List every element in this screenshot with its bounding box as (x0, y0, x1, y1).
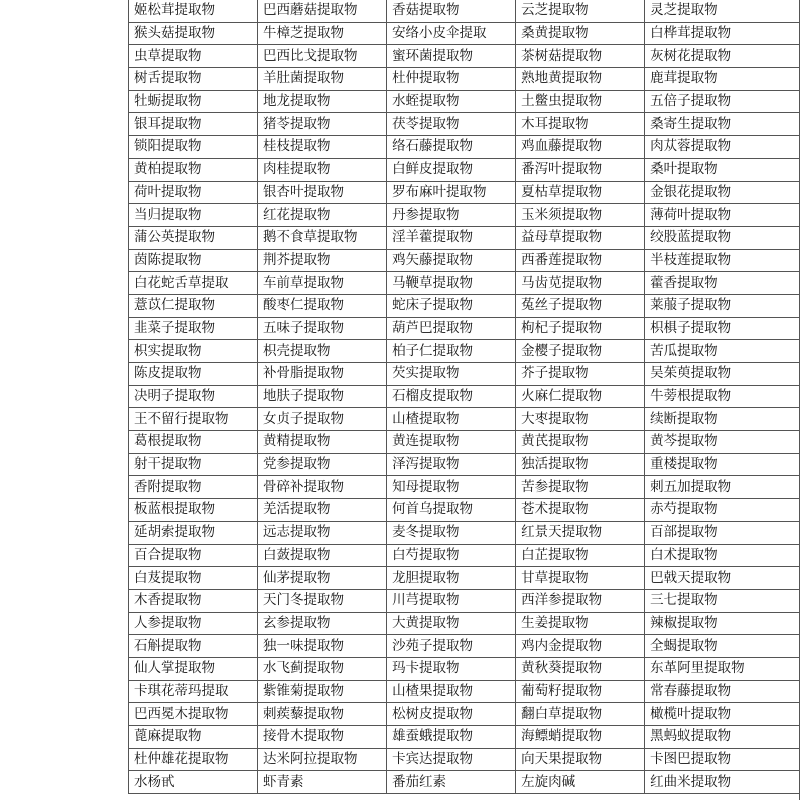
table-cell[interactable]: 金银花提取物 (645, 181, 800, 204)
table-cell[interactable]: 鸡内金提取物 (516, 635, 645, 658)
table-cell[interactable]: 枳壳提取物 (258, 340, 387, 363)
table-cell[interactable]: 刺蒺藜提取物 (258, 703, 387, 726)
table-cell[interactable]: 辣椒提取物 (645, 612, 800, 635)
table-cell[interactable]: 地龙提取物 (258, 90, 387, 113)
table-cell[interactable]: 白术提取物 (645, 544, 800, 567)
table-cell[interactable]: 桂枝提取物 (258, 136, 387, 159)
table-cell[interactable]: 补骨脂提取物 (258, 363, 387, 386)
table-cell[interactable]: 甘草提取物 (516, 567, 645, 590)
table-cell[interactable]: 茯苓提取物 (387, 113, 516, 136)
table-cell[interactable]: 葫芦巴提取物 (387, 317, 516, 340)
table-cell[interactable]: 夏枯草提取物 (516, 181, 645, 204)
table-cell[interactable]: 火麻仁提取物 (516, 385, 645, 408)
table-row (129, 272, 800, 295)
table-row (129, 408, 800, 431)
table-cell[interactable]: 白蔹提取物 (258, 544, 387, 567)
table-cell[interactable]: 生姜提取物 (516, 612, 645, 635)
table-row (129, 249, 800, 272)
table-cell[interactable]: 猪苓提取物 (258, 113, 387, 136)
table-cell[interactable]: 葛根提取物 (129, 431, 258, 454)
table-row (129, 317, 800, 340)
table-cell[interactable]: 荆芥提取物 (258, 249, 387, 272)
table-cell[interactable]: 桑黄提取物 (516, 22, 645, 45)
table-row (129, 544, 800, 567)
table-cell[interactable]: 番茄红素 (387, 771, 516, 794)
table-cell[interactable]: 羊肚菌提取物 (258, 68, 387, 91)
table-cell[interactable]: 沙苑子提取物 (387, 635, 516, 658)
table-cell[interactable]: 龙胆提取物 (387, 567, 516, 590)
table-cell[interactable]: 藿香提取物 (645, 272, 800, 295)
table-row (129, 22, 800, 45)
table-cell[interactable]: 酸枣仁提取物 (258, 294, 387, 317)
table-cell[interactable]: 肉苁蓉提取物 (645, 136, 800, 159)
table-cell[interactable]: 桑寄生提取物 (645, 113, 800, 136)
table-cell[interactable]: 何首乌提取物 (387, 499, 516, 522)
table-cell[interactable]: 橄榄叶提取物 (645, 703, 800, 726)
table-cell[interactable]: 玉米须提取物 (516, 204, 645, 227)
table-cell[interactable]: 泽泻提取物 (387, 453, 516, 476)
table-cell[interactable]: 大枣提取物 (516, 408, 645, 431)
table-cell[interactable]: 玄参提取物 (258, 612, 387, 635)
table-cell[interactable]: 吴茱萸提取物 (645, 363, 800, 386)
table-row (129, 771, 800, 794)
table-cell[interactable]: 络石藤提取物 (387, 136, 516, 159)
table-cell[interactable]: 白桦茸提取物 (645, 22, 800, 45)
table-cell[interactable]: 杜仲提取物 (387, 68, 516, 91)
table-cell[interactable]: 牛蒡根提取物 (645, 385, 800, 408)
table-body (129, 0, 800, 794)
table-cell[interactable]: 香菇提取物 (387, 0, 516, 22)
table-cell[interactable]: 左旋肉碱 (516, 771, 645, 794)
table-row (129, 657, 800, 680)
table-cell[interactable]: 红曲米提取物 (645, 771, 800, 794)
table-cell[interactable]: 白芨提取物 (129, 567, 258, 590)
table-cell[interactable]: 羌活提取物 (258, 499, 387, 522)
table-row (129, 90, 800, 113)
table-cell[interactable]: 荷叶提取物 (129, 181, 258, 204)
table-cell[interactable]: 巴西冕木提取物 (129, 703, 258, 726)
table-cell[interactable]: 蛇床子提取物 (387, 294, 516, 317)
table-cell[interactable]: 牡蛎提取物 (129, 90, 258, 113)
table-cell[interactable]: 三七提取物 (645, 589, 800, 612)
table-cell[interactable]: 树舌提取物 (129, 68, 258, 91)
table-cell[interactable]: 石斛提取物 (129, 635, 258, 658)
table-cell[interactable]: 石榴皮提取物 (387, 385, 516, 408)
table-row (129, 476, 800, 499)
table-row (129, 45, 800, 68)
table-cell[interactable]: 蒲公英提取物 (129, 226, 258, 249)
table-cell[interactable]: 陈皮提取物 (129, 363, 258, 386)
table-cell[interactable]: 川芎提取物 (387, 589, 516, 612)
table-cell[interactable]: 巴西蘑菇提取物 (258, 0, 387, 22)
table-cell[interactable]: 巴西比戈提取物 (258, 45, 387, 68)
table-cell[interactable]: 黄连提取物 (387, 431, 516, 454)
table-cell[interactable]: 白花蛇舌草提取 (129, 272, 258, 295)
table-cell[interactable]: 猴头菇提取物 (129, 22, 258, 45)
table-cell[interactable]: 芥子提取物 (516, 363, 645, 386)
table-cell[interactable]: 人参提取物 (129, 612, 258, 635)
table-cell[interactable]: 益母草提取物 (516, 226, 645, 249)
table-cell[interactable]: 菟丝子提取物 (516, 294, 645, 317)
table-cell[interactable]: 巴戟天提取物 (645, 567, 800, 590)
table-cell[interactable]: 杜仲雄花提取物 (129, 748, 258, 771)
table-cell[interactable]: 罗布麻叶提取物 (387, 181, 516, 204)
table-cell[interactable]: 鸡血藤提取物 (516, 136, 645, 159)
table-cell[interactable]: 蜜环菌提取物 (387, 45, 516, 68)
table-cell[interactable]: 东革阿里提取物 (645, 657, 800, 680)
table-cell[interactable]: 绞股蓝提取物 (645, 226, 800, 249)
table-cell[interactable]: 马鞭草提取物 (387, 272, 516, 295)
table-row (129, 521, 800, 544)
table-cell[interactable]: 红景天提取物 (516, 521, 645, 544)
table-cell[interactable]: 半枝莲提取物 (645, 249, 800, 272)
table-cell[interactable]: 鹅不食草提取物 (258, 226, 387, 249)
table-cell[interactable]: 姬松茸提取物 (129, 0, 258, 22)
table-cell[interactable]: 木耳提取物 (516, 113, 645, 136)
table-cell[interactable]: 苍术提取物 (516, 499, 645, 522)
table-cell[interactable]: 板蓝根提取物 (129, 499, 258, 522)
table-cell[interactable]: 雄蚕蛾提取物 (387, 726, 516, 749)
table-cell[interactable]: 薄荷叶提取物 (645, 204, 800, 227)
table-cell[interactable]: 肉桂提取物 (258, 158, 387, 181)
table-row (129, 226, 800, 249)
table-cell[interactable]: 王不留行提取物 (129, 408, 258, 431)
table-cell[interactable]: 延胡索提取物 (129, 521, 258, 544)
table-cell[interactable]: 全蝎提取物 (645, 635, 800, 658)
table-cell[interactable]: 百合提取物 (129, 544, 258, 567)
table-row (129, 635, 800, 658)
table-row (129, 680, 800, 703)
table-cell[interactable]: 黑蚂蚁提取物 (645, 726, 800, 749)
table-cell[interactable]: 安络小皮伞提取 (387, 22, 516, 45)
table-cell[interactable]: 独一味提取物 (258, 635, 387, 658)
table-cell[interactable]: 西番莲提取物 (516, 249, 645, 272)
table-row (129, 181, 800, 204)
table-cell[interactable]: 海鳔蛸提取物 (516, 726, 645, 749)
table-cell[interactable]: 熟地黄提取物 (516, 68, 645, 91)
table-cell[interactable]: 五味子提取物 (258, 317, 387, 340)
table-row (129, 363, 800, 386)
table-row (129, 340, 800, 363)
table-cell[interactable]: 紫锥菊提取物 (258, 680, 387, 703)
table-cell[interactable]: 枸杞子提取物 (516, 317, 645, 340)
table-cell[interactable]: 马齿苋提取物 (516, 272, 645, 295)
table-cell[interactable]: 莱菔子提取物 (645, 294, 800, 317)
table-cell[interactable]: 丹参提取物 (387, 204, 516, 227)
table-cell[interactable]: 五倍子提取物 (645, 90, 800, 113)
table-cell[interactable]: 虫草提取物 (129, 45, 258, 68)
table-row (129, 612, 800, 635)
table-row (129, 0, 800, 22)
table-cell[interactable]: 牛樟芝提取物 (258, 22, 387, 45)
table-cell[interactable]: 薏苡仁提取物 (129, 294, 258, 317)
table-cell[interactable]: 虾青素 (258, 771, 387, 794)
table-cell[interactable]: 土鳖虫提取物 (516, 90, 645, 113)
table-cell[interactable]: 向天果提取物 (516, 748, 645, 771)
table-cell[interactable]: 水飞蓟提取物 (258, 657, 387, 680)
table-row (129, 113, 800, 136)
table-cell[interactable]: 银耳提取物 (129, 113, 258, 136)
table-row (129, 453, 800, 476)
table-cell[interactable]: 决明子提取物 (129, 385, 258, 408)
table-cell[interactable]: 锁阳提取物 (129, 136, 258, 159)
table-row (129, 589, 800, 612)
spreadsheet-sheet (128, 0, 800, 800)
table-cell[interactable]: 黄芩提取物 (645, 431, 800, 454)
table-cell[interactable]: 黄精提取物 (258, 431, 387, 454)
table-cell[interactable]: 玛卡提取物 (387, 657, 516, 680)
table-cell[interactable]: 桑叶提取物 (645, 158, 800, 181)
table-cell[interactable]: 赤芍提取物 (645, 499, 800, 522)
table-cell[interactable]: 白鲜皮提取物 (387, 158, 516, 181)
table-cell[interactable]: 金樱子提取物 (516, 340, 645, 363)
table-cell[interactable]: 枳椇子提取物 (645, 317, 800, 340)
table-cell[interactable]: 麦冬提取物 (387, 521, 516, 544)
table-row (129, 431, 800, 454)
table-cell[interactable]: 独活提取物 (516, 453, 645, 476)
table-row (129, 385, 800, 408)
table-cell[interactable]: 续断提取物 (645, 408, 800, 431)
table-cell[interactable]: 葡萄籽提取物 (516, 680, 645, 703)
table-cell[interactable]: 鸡矢藤提取物 (387, 249, 516, 272)
table-cell[interactable]: 远志提取物 (258, 521, 387, 544)
table-cell[interactable]: 茶树菇提取物 (516, 45, 645, 68)
table-cell[interactable]: 苦参提取物 (516, 476, 645, 499)
table-cell[interactable]: 百部提取物 (645, 521, 800, 544)
table-cell[interactable]: 卡琪花蒂玛提取 (129, 680, 258, 703)
table-cell[interactable]: 茵陈提取物 (129, 249, 258, 272)
table-cell[interactable]: 骨碎补提取物 (258, 476, 387, 499)
table-row (129, 158, 800, 181)
table-row (129, 499, 800, 522)
table-cell[interactable]: 达米阿拉提取物 (258, 748, 387, 771)
table-cell[interactable]: 卡宾达提取物 (387, 748, 516, 771)
table-cell[interactable]: 党参提取物 (258, 453, 387, 476)
table-cell[interactable]: 女贞子提取物 (258, 408, 387, 431)
table-cell[interactable]: 韭菜子提取物 (129, 317, 258, 340)
table-cell[interactable]: 红花提取物 (258, 204, 387, 227)
table-cell[interactable]: 接骨木提取物 (258, 726, 387, 749)
table-cell[interactable]: 水杨甙 (129, 771, 258, 794)
table-cell[interactable]: 松树皮提取物 (387, 703, 516, 726)
table-cell[interactable]: 香附提取物 (129, 476, 258, 499)
table-cell[interactable]: 重楼提取物 (645, 453, 800, 476)
table-cell[interactable]: 柏子仁提取物 (387, 340, 516, 363)
table-cell[interactable]: 蓖麻提取物 (129, 726, 258, 749)
table-row (129, 748, 800, 771)
table-cell[interactable]: 番泻叶提取物 (516, 158, 645, 181)
extracts-table (128, 0, 800, 794)
table-cell[interactable]: 苦瓜提取物 (645, 340, 800, 363)
table-cell[interactable]: 淫羊藿提取物 (387, 226, 516, 249)
table-cell[interactable]: 射干提取物 (129, 453, 258, 476)
table-cell[interactable]: 云芝提取物 (516, 0, 645, 22)
table-cell[interactable]: 白芷提取物 (516, 544, 645, 567)
table-row (129, 68, 800, 91)
table-row (129, 294, 800, 317)
table-row (129, 703, 800, 726)
table-row (129, 726, 800, 749)
table-cell[interactable]: 天门冬提取物 (258, 589, 387, 612)
table-cell[interactable]: 黄柏提取物 (129, 158, 258, 181)
table-row (129, 136, 800, 159)
table-cell[interactable]: 常春藤提取物 (645, 680, 800, 703)
table-cell[interactable]: 黄秋葵提取物 (516, 657, 645, 680)
table-cell[interactable]: 卡图巴提取物 (645, 748, 800, 771)
table-cell[interactable]: 仙人掌提取物 (129, 657, 258, 680)
table-cell[interactable]: 芡实提取物 (387, 363, 516, 386)
table-cell[interactable]: 山楂提取物 (387, 408, 516, 431)
table-cell[interactable]: 大黄提取物 (387, 612, 516, 635)
table-cell[interactable]: 水蛭提取物 (387, 90, 516, 113)
table-cell[interactable]: 银杏叶提取物 (258, 181, 387, 204)
table-cell[interactable]: 西洋参提取物 (516, 589, 645, 612)
table-cell[interactable]: 知母提取物 (387, 476, 516, 499)
table-cell[interactable]: 白芍提取物 (387, 544, 516, 567)
table-cell[interactable]: 当归提取物 (129, 204, 258, 227)
table-cell[interactable]: 车前草提取物 (258, 272, 387, 295)
table-cell[interactable]: 地肤子提取物 (258, 385, 387, 408)
table-cell[interactable]: 翻白草提取物 (516, 703, 645, 726)
table-cell[interactable]: 黄芪提取物 (516, 431, 645, 454)
table-cell[interactable]: 灵芝提取物 (645, 0, 800, 22)
table-cell[interactable]: 刺五加提取物 (645, 476, 800, 499)
table-cell[interactable]: 枳实提取物 (129, 340, 258, 363)
table-cell[interactable]: 仙茅提取物 (258, 567, 387, 590)
table-cell[interactable]: 山楂果提取物 (387, 680, 516, 703)
table-cell[interactable]: 灰树花提取物 (645, 45, 800, 68)
table-cell[interactable]: 鹿茸提取物 (645, 68, 800, 91)
table-row (129, 204, 800, 227)
table-cell[interactable]: 木香提取物 (129, 589, 258, 612)
table-row (129, 567, 800, 590)
